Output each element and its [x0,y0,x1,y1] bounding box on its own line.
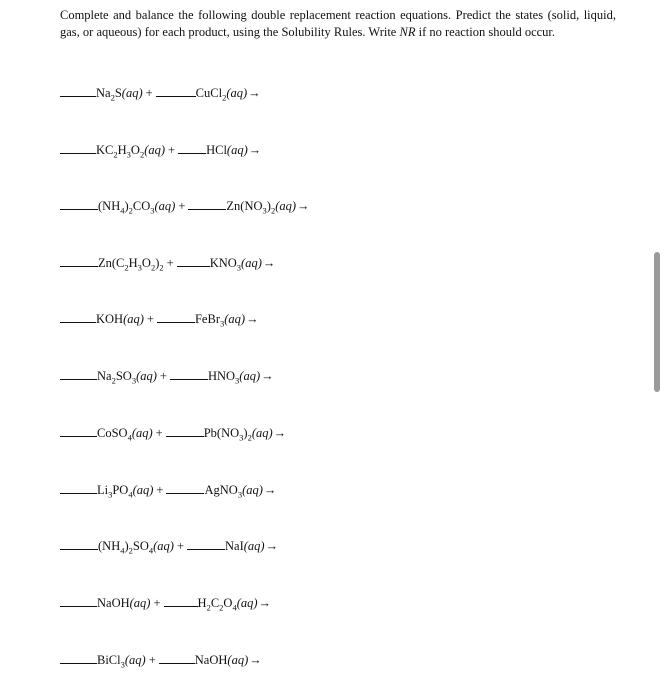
formula-part: S [114,86,122,100]
coefficient-blank[interactable] [60,594,97,607]
formula-part: ) [155,256,160,270]
subscript: 2 [124,262,129,273]
state-label: (aq) [144,143,166,157]
subscript: 3 [126,149,131,160]
reaction-equation [60,254,275,272]
formula-part: KNO [209,256,237,270]
reactant-formula [225,537,265,555]
reactant-formula [96,141,165,159]
state-label: (aq) [241,256,262,270]
subscript: 2 [159,262,164,273]
reaction-arrow: → [261,369,274,383]
reaction-equation [60,367,274,385]
formula-part: (NH [98,199,121,213]
reaction-arrow: → [248,86,261,100]
formula-part: O [141,256,151,270]
reaction-equation [60,481,276,499]
formula-part: H [197,596,207,610]
coefficient-blank[interactable] [159,651,195,664]
formula-part: SO [132,539,149,553]
subscript: 2 [139,149,145,160]
coefficient-blank[interactable] [177,254,210,267]
subscript: 3 [235,375,240,386]
reactant-formula [204,481,262,499]
formula-part: ) [124,199,129,213]
state-label: (aq) [226,143,248,157]
subscript: 2 [270,205,276,216]
reactant-formula [204,424,273,442]
reaction-arrow: → [262,256,276,270]
subscript: 2 [222,92,227,103]
formula-part: HNO [207,369,236,383]
reactant-formula [195,310,245,328]
state-label: (aq) [227,653,249,667]
subscript: 4 [232,602,237,613]
state-label: (aq) [242,483,263,497]
subscript: 3 [108,489,113,500]
reactant-formula [208,367,260,385]
coefficient-blank[interactable] [60,310,96,323]
state-label: (aq) [121,86,143,100]
plus-sign: + [168,143,176,157]
reactant-formula [98,537,174,555]
formula-part: AgNO [204,483,238,497]
subscript: 3 [120,659,125,670]
subscript: 2 [219,602,224,613]
coefficient-blank[interactable] [60,84,96,97]
subscript: 4 [148,545,154,556]
subscript: 3 [219,318,225,329]
formula-part: O [223,596,233,610]
formula-part: Na [96,86,111,100]
plus-sign: + [155,426,163,440]
subscript: 3 [137,262,142,273]
formula-part: O [130,143,140,157]
formula-part: NaOH [194,653,228,667]
reaction-equation [60,424,286,442]
plus-sign: + [166,256,174,270]
coefficient-blank[interactable] [60,481,97,494]
state-label: (aq) [124,653,146,667]
coefficient-blank[interactable] [166,481,204,494]
state-label: (aq) [153,539,174,553]
formula-part: CuCl [195,86,223,100]
nr-term: NR [399,25,416,40]
coefficient-blank[interactable] [157,310,195,323]
formula-part: H [117,143,127,157]
plus-sign: + [148,653,156,667]
coefficient-blank[interactable] [178,141,206,154]
coefficient-blank[interactable] [166,424,204,437]
state-label: (aq) [224,312,246,326]
formula-part: Zn(NO [226,199,263,213]
instructions-paragraph [60,7,616,42]
reactant-formula [195,651,248,669]
reaction-equation [60,594,271,612]
plus-sign: + [159,369,167,383]
coefficient-blank[interactable] [60,424,97,437]
coefficient-blank[interactable] [60,537,98,550]
formula-part: BiCl [97,653,121,667]
formula-part: Na [97,369,112,383]
reaction-arrow: → [249,653,262,667]
formula-part: PO [112,483,129,497]
formula-part: CO [132,199,151,213]
formula-part: ) [266,199,271,213]
subscript: 4 [128,489,133,500]
formula-part: Pb(NO [203,426,240,440]
subscript: 3 [239,432,244,443]
instructions-text-1: Complete and balance the following double replacement reaction equations. Predict the states (solid, liquid, gas, or aqueous) for each product, using the Solubility Rules. Write [60,8,616,40]
state-label: (aq) [123,312,144,326]
state-label: (aq) [236,596,258,610]
reactant-formula [97,367,157,385]
formula-part: C [210,596,220,610]
coefficient-blank[interactable] [60,197,98,210]
reactant-formula [196,84,247,102]
subscript: 2 [128,205,133,216]
reactant-formula [98,197,175,215]
reactant-formula [96,84,143,102]
subscript: 3 [150,205,155,216]
subscript: 2 [128,545,133,556]
formula-part: CoSO [97,426,128,440]
coefficient-blank[interactable] [60,254,98,267]
state-label: (aq) [226,86,248,100]
subscript: 4 [120,545,125,556]
coefficient-blank[interactable] [60,651,97,664]
instructions-text-2: if no reaction should occur. [415,25,556,40]
formula-part: H [128,256,138,270]
state-label: (aq) [131,426,153,440]
plus-sign: + [153,596,161,610]
coefficient-blank[interactable] [170,367,208,380]
coefficient-blank[interactable] [164,594,198,607]
reaction-equation [60,537,278,555]
reaction-arrow: → [248,143,262,157]
subscript: 2 [206,602,211,613]
state-label: (aq) [275,199,297,213]
reactant-formula [226,197,296,215]
state-label: (aq) [136,369,157,383]
reaction-arrow: → [258,596,272,610]
subscript: 4 [127,432,132,443]
subscript: 2 [247,432,252,443]
plus-sign: + [178,199,186,213]
formula-part: ) [124,539,129,553]
reaction-arrow: → [246,312,259,326]
formula-part: NaOH [97,596,130,610]
scrollbar-thumb[interactable] [654,252,660,392]
formula-part: FeBr [194,312,220,326]
state-label: (aq) [132,483,154,497]
formula-part: (NH [98,539,121,553]
formula-part: NaI [225,539,244,553]
reaction-equation [60,651,262,669]
reaction-equation [60,141,261,159]
state-label: (aq) [243,539,265,553]
state-label: (aq) [129,596,151,610]
subscript: 3 [237,489,243,500]
reactant-formula [97,481,153,499]
reactant-formula [97,424,153,442]
reaction-equation [60,310,259,328]
subscript: 2 [111,375,116,386]
subscript: 3 [262,205,267,216]
reactant-formula [96,310,144,328]
formula-part: KC [96,143,114,157]
reactant-formula [198,594,258,612]
formula-part: ) [243,426,248,440]
reaction-equation [60,197,310,215]
reaction-arrow: → [297,199,310,213]
reactant-formula [206,141,248,159]
reactant-formula [210,254,262,272]
plus-sign: + [176,539,185,553]
coefficient-blank[interactable] [60,367,97,380]
formula-part: KOH [96,312,124,326]
subscript: 4 [120,205,125,216]
coefficient-blank[interactable] [188,197,226,210]
state-label: (aq) [154,199,176,213]
subscript: 2 [110,92,115,103]
coefficient-blank[interactable] [187,537,225,550]
reaction-arrow: → [273,426,287,440]
plus-sign: + [145,86,153,100]
reaction-arrow: → [265,539,279,553]
formula-part: Li [97,483,109,497]
plus-sign: + [156,483,164,497]
reactant-formula [98,254,164,272]
formula-part: Zn(C [98,256,125,270]
reaction-equation [60,84,261,102]
subscript: 2 [113,149,118,160]
reactant-formula [97,651,146,669]
subscript: 3 [236,262,242,273]
reactant-formula [97,594,150,612]
subscript: 3 [131,375,137,386]
coefficient-blank[interactable] [156,84,196,97]
coefficient-blank[interactable] [60,141,96,154]
formula-part: SO [115,369,132,383]
subscript: 2 [150,262,156,273]
state-label: (aq) [251,426,273,440]
formula-part: HCl [206,143,227,157]
reaction-arrow: → [263,483,277,497]
state-label: (aq) [239,369,261,383]
plus-sign: + [146,312,154,326]
